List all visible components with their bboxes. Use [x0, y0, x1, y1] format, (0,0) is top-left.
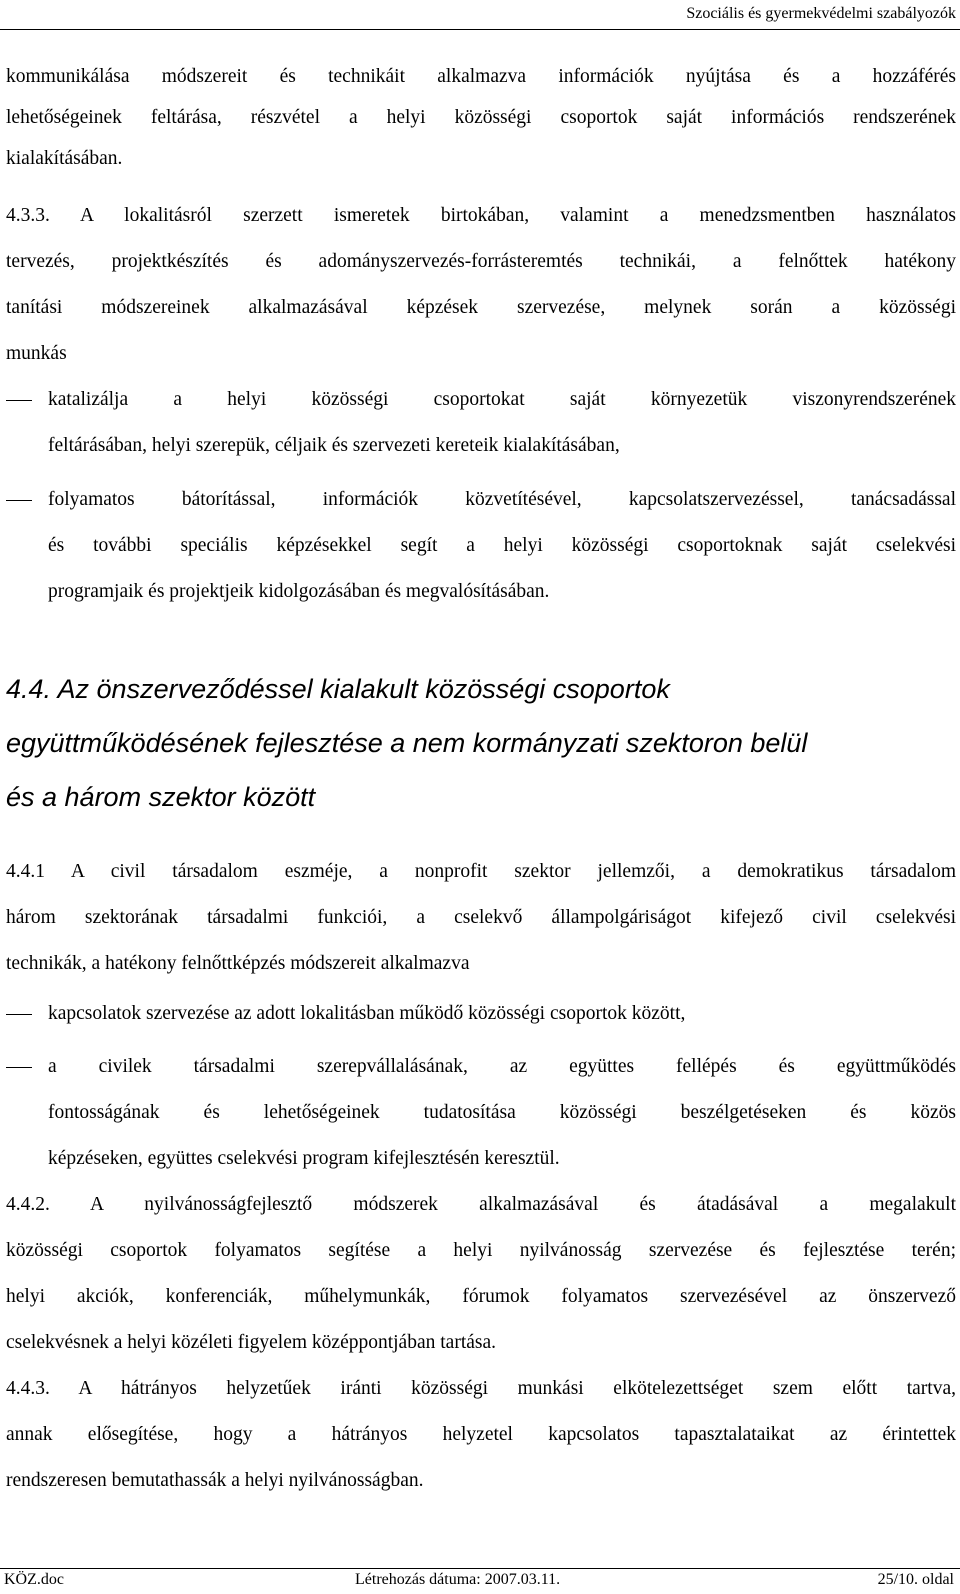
- text-line: és további speciális képzésekkel segít a helyi közösségi csoportoknak saját cselekvési: [48, 535, 956, 556]
- footer-file: KÖZ.doc: [4, 1571, 64, 1588]
- dash-bullet: [6, 500, 32, 501]
- list-item: [6, 991, 956, 1037]
- list-item: [6, 477, 956, 615]
- list-item: [6, 377, 956, 469]
- text-line: kommunikálása módszereit és technikáit alkalmazva információk nyújtása és a hozzáférés: [6, 66, 956, 87]
- text-line: programjaik és projektjeik kidolgozásában és megvalósításában.: [48, 581, 550, 602]
- heading-line: és a három szektor között: [6, 782, 316, 812]
- paragraph: [6, 1366, 956, 1504]
- text-line: fontosságának és lehetőségeinek tudatosítása közösségi beszélgetéseken és közös: [48, 1102, 956, 1123]
- text-line: lehetőségeinek feltárása, részvétel a helyi közösségi csoportok saját információs rendszerének: [6, 107, 956, 128]
- text-line: annak elősegítése, hogy a hátrányos helyzetel kapcsolatos tapasztalataikat az érintettek: [6, 1424, 956, 1445]
- paragraph: [6, 849, 956, 987]
- section-heading: [6, 662, 956, 824]
- text-line: cselekvésnek a helyi közéleti figyelem középpontjában tartása.: [6, 1332, 497, 1353]
- page-header: [0, 0, 960, 30]
- paragraph: [6, 1182, 956, 1366]
- heading-line: együttműködésének fejlesztése a nem kormányzati szektoron belül: [6, 728, 808, 758]
- paragraph: [6, 59, 956, 177]
- text-line: folyamatos bátorítással, információk közvetítésével, kapcsolatszervezéssel, tanácsadással: [48, 489, 956, 510]
- text-line: feltárásában, helyi szerepük, céljaik és szervezeti kereteik kialakításában,: [48, 435, 620, 456]
- text-line: 4.4.2. A nyilvánosságfejlesztő módszerek alkalmazásával és átadásával a megalakult: [6, 1194, 956, 1215]
- footer-page: 25/10. oldal: [877, 1571, 954, 1588]
- heading-line: 4.4. Az önszerveződéssel kialakult közösségi csoportok: [6, 674, 670, 704]
- text-line: képzéseken, együttes cselekvési program kifejlesztésén keresztül.: [48, 1148, 560, 1169]
- text-line: három szektorának társadalmi funkciói, a cselekvő állampolgáriságot kifejező civil cselekvési: [6, 907, 956, 928]
- text-line: közösségi csoportok folyamatos segítése a helyi nyilvánosság szervezése és fejlesztése terén;: [6, 1240, 956, 1261]
- text-line: tervezés, projektkészítés és adományszervezés-forrásteremtés technikái, a felnőttek hatékony: [6, 251, 956, 272]
- dash-bullet: [6, 400, 32, 401]
- page-footer: [0, 1568, 960, 1594]
- text-line: 4.4.1 A civil társadalom eszméje, a nonprofit szektor jellemzői, a demokratikus társadalom: [6, 861, 956, 882]
- text-line: kialakításában.: [6, 148, 123, 169]
- text-line: kapcsolatok szervezése az adott lokalitásban működő közösségi csoportok között,: [48, 1003, 686, 1024]
- text-line: munkás: [6, 343, 67, 364]
- text-line: technikák, a hatékony felnőttképzés módszereit alkalmazva: [6, 953, 470, 974]
- text-line: 4.4.3. A hátrányos helyzetűek iránti közösségi munkási elkötelezettséget szem előtt tartva,: [6, 1378, 956, 1399]
- text-line: a civilek társadalmi szerepvállalásának, az együttes fellépés és együttműködés: [48, 1056, 956, 1077]
- text-line: helyi akciók, konferenciák, műhelymunkák, fórumok folyamatos szervezésével az önszervező: [6, 1286, 956, 1307]
- text-line: rendszeresen bemutathassák a helyi nyilvánosságban.: [6, 1470, 424, 1491]
- footer-created: Létrehozás dátuma: 2007.03.11.: [355, 1571, 561, 1588]
- header-title: Szociális és gyermekvédelmi szabályozók: [686, 5, 956, 22]
- dash-bullet: [6, 1014, 32, 1015]
- dash-bullet: [6, 1067, 32, 1068]
- text-line: 4.3.3. A lokalitásról szerzett ismeretek birtokában, valamint a menedzsmentben használatos: [6, 205, 956, 226]
- text-line: katalizálja a helyi közösségi csoportokat saját környezetük viszonyrendszerének: [48, 389, 956, 410]
- text-line: tanítási módszereinek alkalmazásával képzések szervezése, melynek során a közösségi: [6, 297, 956, 318]
- list-item: [6, 1044, 956, 1182]
- paragraph: [6, 193, 956, 377]
